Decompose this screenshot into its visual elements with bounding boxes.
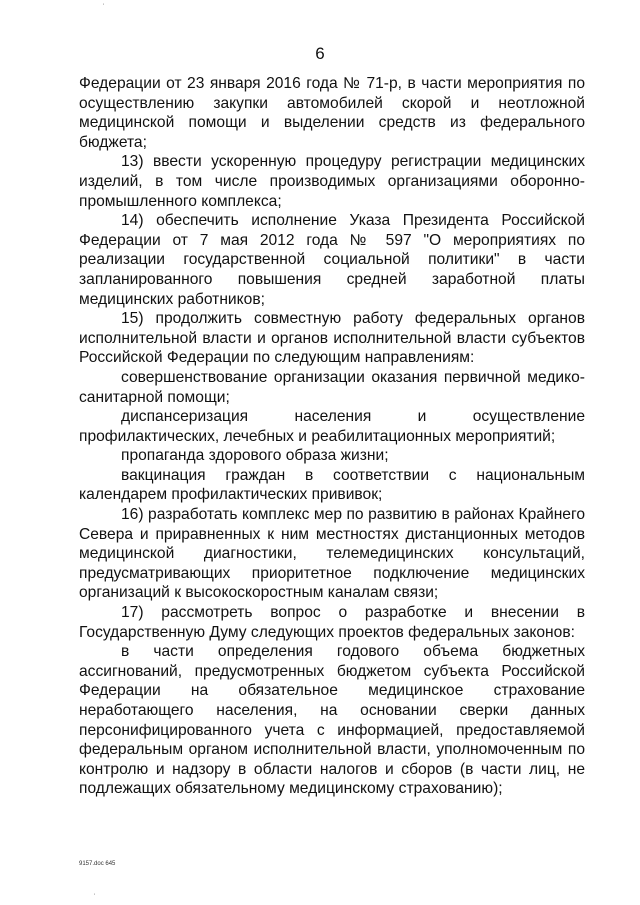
- paragraph: пропаганда здорового образа жизни;: [121, 447, 389, 465]
- paragraph: 14) обеспечить исполнение Указа Президента Российской Федерации от 7 мая 2012 года № 597 "О мероприятиях по реализации государственной социальной политики" в части запланированного повышения средней заработной платы медицинских работников;: [79, 212, 585, 308]
- paragraph: 15) продолжить совместную работу федеральных органов исполнительной власти и органов исполнительной власти субъектов Российской Федерации по следующим направлениям:: [79, 310, 585, 367]
- footer-file-code: 9157.doc 645: [79, 861, 116, 867]
- document-body: [79, 74, 585, 799]
- paragraph: диспансеризация населения и осуществление профилактических, лечебных и реабилитационных мероприятий;: [79, 408, 585, 445]
- page-number: 6: [315, 44, 325, 63]
- paragraph: Федерации от 23 января 2016 года № 71-р, в части мероприятия по осуществлению закупки автомобилей скорой и неотложной медицинской помощи и выделении средств из федерального бюджета;: [79, 75, 585, 151]
- paragraph: 16) разработать комплекс мер по развитию в районах Крайнего Севера и приравненных к ним местностях дистанционных методов медицинской диагностики, телемедицинских консультаций, предусматривающих приоритетное подключение медицинских организаций к высокоскоростным каналам связи;: [79, 506, 585, 602]
- paragraph: 17) рассмотреть вопрос о разработке и внесении в Государственную Думу следующих проектов федеральных законов:: [79, 604, 585, 641]
- paragraph: вакцинация граждан в соответствии с национальным календарем профилактических прививок;: [79, 466, 585, 504]
- paragraph: совершенствование организации оказания первичной медико-санитарной помощи;: [79, 368, 585, 406]
- paragraph: 13) ввести ускоренную процедуру регистрации медицинских изделий, в том числе производимых организациями оборонно-промышленного комплекса;: [79, 153, 585, 210]
- paragraph: в части определения годового объема бюджетных ассигнований, предусмотренных бюджетом субъекта Российской Федерации на обязательное медицинское страхование неработающего населения, на основании сверки данных персонифицированного учета с информацией, предоставляемой федеральным органом исполнительной власти, уполномоченным по контролю и надзору в области налогов и сборов (в части лиц, не подлежащих обязательному медицинскому страхованию);: [79, 643, 585, 798]
- scan-mark-top: ': [103, 4, 105, 10]
- scan-mark-bottom: ': [94, 894, 96, 900]
